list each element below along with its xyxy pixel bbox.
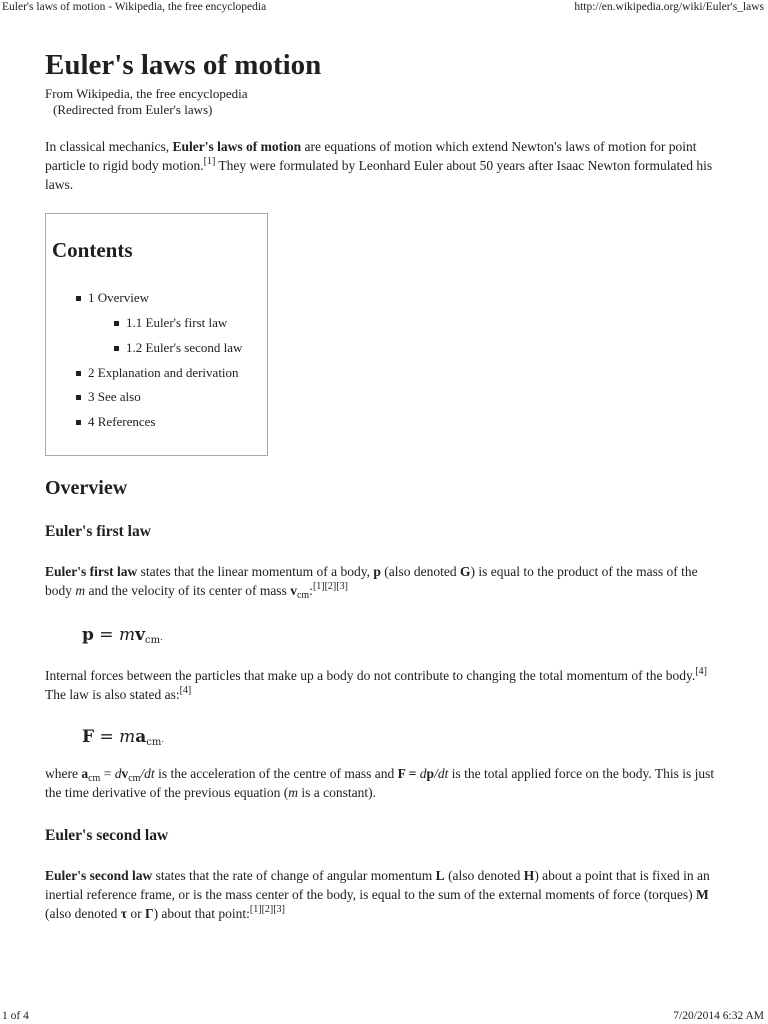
acceleration-paragraph [45,764,725,802]
text: is a constant). [298,785,377,800]
bold-term: p [426,766,435,781]
text: ) is equal to the product of the mass of the body [45,564,698,598]
print-timestamp: 7/20/2014 6:32 AM [673,1010,764,1022]
redirect-note: (Redirected from Euler's laws) [53,102,213,117]
bold-term: τ [120,906,127,921]
bullet-icon [76,395,81,400]
table-of-contents [45,213,268,456]
italic-term: d [114,766,122,781]
text: Internal forces between the particles that make up a body do not contribute to changing the total momentum of the body. [45,668,696,683]
toc-item-label: 1.2 Euler's second law [126,340,243,355]
text: (also denoted [45,906,121,921]
subsection-heading-first-law: Euler's first law [45,523,151,540]
text: or [126,906,145,921]
page-counter: 1 of 4 [2,1010,29,1022]
reference-link[interactable]: [4] [179,685,192,696]
eq-subscript: cm [146,737,162,748]
toc-item-second-law[interactable] [114,340,242,356]
text: and the velocity of its center of mass [85,583,291,598]
bold-term: M [696,887,709,902]
bold-term: Euler's first law [45,564,138,579]
bold-term: Euler's laws of motion [172,139,302,154]
page-title: Euler's laws of motion [45,49,322,81]
text: are equations of motion which extend Newton's laws of motion for point particle to rigid body motion. [45,139,697,173]
site-sub: From Wikipedia, the free encyclopedia [45,86,248,101]
intro-paragraph [45,137,725,194]
subscript: cm [128,773,141,784]
italic-term: m [75,583,86,598]
equation-force [82,727,164,747]
bold-term: a [81,766,89,781]
italic-term: /dt [140,766,155,781]
eq-symbol: m [119,727,136,747]
toc-item-label: 1 Overview [88,290,150,305]
eq-operator: = [94,727,120,747]
bold-term: p [373,564,381,579]
text: is the acceleration of the centre of mass and [154,766,398,781]
reference-link[interactable]: [4] [695,666,707,677]
eq-symbol: a [135,727,147,747]
bold-term: L [435,868,445,883]
italic-term: d [419,766,427,781]
text: ) about that point: [153,906,250,921]
section-heading-overview: Overview [45,477,128,499]
toc-item-explanation[interactable] [76,365,239,381]
text: (also denoted [380,564,460,579]
bullet-icon [76,420,81,425]
eq-period: . [161,735,164,744]
bold-term: Euler's second law [45,868,153,883]
bullet-icon [76,371,81,376]
text: In classical mechanics, [45,139,173,154]
bold-term: H [523,868,535,883]
subscript: cm [296,590,310,601]
toc-item-label: 4 References [88,414,156,429]
toc-item-see-also[interactable] [76,389,141,405]
toc-item-overview[interactable] [76,290,149,306]
text: is the total applied force on the body. This is just the time derivative of the previous equation ( [45,766,715,800]
text: states that the rate of change of angular momentum [152,868,436,883]
eq-symbol: p [82,625,94,645]
reference-link[interactable]: [1] [203,156,216,167]
bold-term: Γ [144,906,154,921]
eq-subscript: cm [144,635,161,646]
bullet-icon [76,296,81,301]
print-header-url: http://en.wikipedia.org/wiki/Euler's_laws [574,1,764,13]
article-content [45,46,725,921]
print-header [0,0,768,16]
bold-term: G [459,564,471,579]
text: (also denoted [444,868,524,883]
toc-item-label: 3 See also [88,389,141,404]
print-header-title: Euler's laws of motion - Wikipedia, the free encyclopedia [2,1,267,13]
toc-item-first-law[interactable] [114,315,227,331]
bold-term: v [290,583,297,598]
text: states that the linear momentum of a body, [137,564,374,579]
bold-term: F = [397,766,420,781]
subsection-heading-second-law: Euler's second law [45,827,169,844]
eq-symbol: F [82,727,95,747]
text: = [100,766,115,781]
eq-symbol: v [135,625,145,645]
text: : [309,583,313,598]
bullet-icon [114,321,119,326]
subscript: cm [88,773,101,784]
eq-period: . [160,633,163,642]
reference-link[interactable]: [1][2][3] [312,581,348,592]
equation-momentum [82,625,163,645]
toc-item-label: 1.1 Euler's first law [126,315,228,330]
text: The law is also stated as: [45,687,180,702]
first-law-paragraph [45,562,725,600]
italic-term: m [288,785,299,800]
reference-link[interactable]: [1][2][3] [249,904,285,915]
second-law-paragraph [45,866,725,923]
italic-term: /dt [434,766,449,781]
print-footer [0,1006,768,1024]
eq-symbol: m [118,625,136,645]
bullet-icon [114,346,119,351]
toc-item-references[interactable] [76,414,156,430]
bold-term: v [121,766,129,781]
internal-forces-paragraph [45,666,725,704]
text: ) about a point that is fixed in an inertial reference frame, or is the mass center of the body, is equal to the sum of the external moments of force (torques) [45,868,710,902]
text: where [45,766,82,781]
eq-operator: = [93,625,119,645]
text: They were formulated by Leonhard Euler about 50 years after Isaac Newton formulated his laws. [45,158,713,192]
toc-item-label: 2 Explanation and derivation [88,365,239,380]
toc-title: Contents [52,238,133,262]
